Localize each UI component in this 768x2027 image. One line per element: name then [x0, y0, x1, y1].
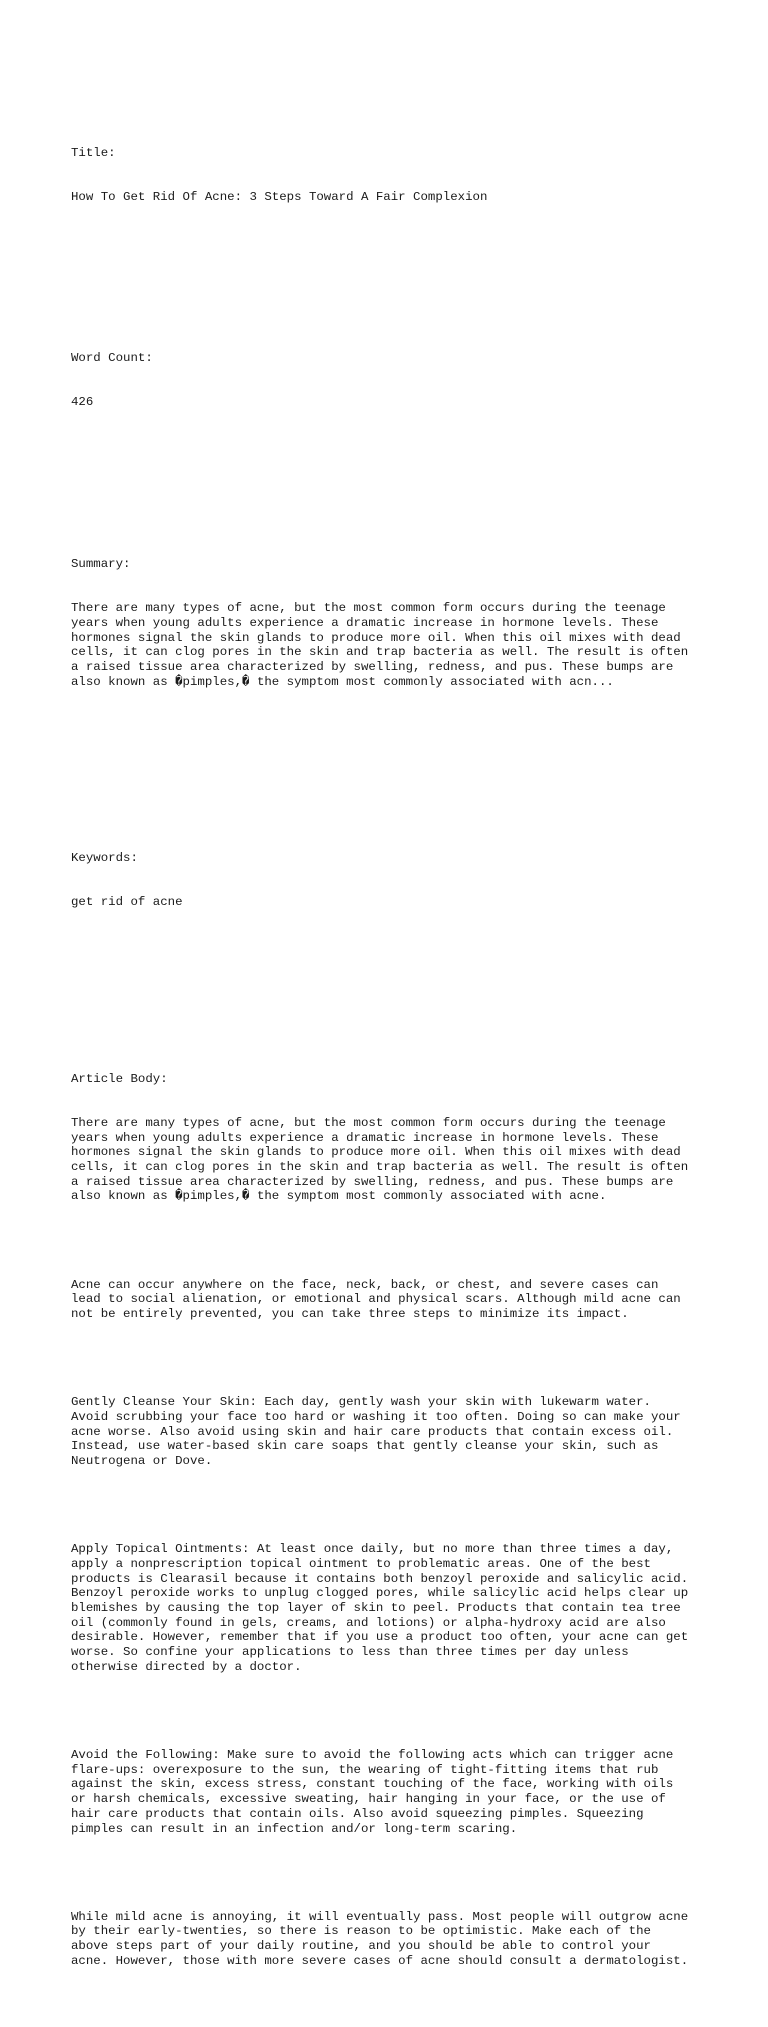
summary-value: There are many types of acne, but the most common form occurs during the teenage years when young adults experience a dramatic increase in hormone levels. These hormones signal the skin glands to produce more oil. When this oil mixes with dead cells, it can clog pores in the skin and trap bacteria as well. The result is often a raised tissue area characterized by swelling, redness, and pus. These bumps are also known as �pimples,� the symptom most commonly associated with acn... [71, 601, 689, 689]
keywords-value: get rid of acne [71, 895, 183, 910]
title-field [71, 116, 711, 234]
article-body-label: Article Body: [71, 1071, 168, 1086]
keywords-label: Keywords: [71, 851, 138, 866]
article-paragraph-6: While mild acne is annoying, it will eventually pass. Most people will outgrow acne by their early-twenties, so there is reason to be optimistic. Make each of the above steps part of your daily routine, and you should be able to control your acne. However, those with more severe cases of acne should consult a dermatologist. [71, 1909, 689, 1968]
keywords-field [71, 822, 711, 940]
article-paragraph-2: Acne can occur anywhere on the face, neck, back, or chest, and severe cases can lead to social alienation, or emotional and physical scars. Although mild acne can not be entirely prevented, you can take three steps to minimize its impact. [71, 1277, 681, 1321]
title-value: How To Get Rid Of Acne: 3 Steps Toward A Fair Complexion [71, 189, 488, 204]
word-count-label: Word Count: [71, 351, 153, 366]
word-count-field [71, 322, 711, 440]
word-count-value: 426 [71, 395, 94, 410]
article-paragraph-1: There are many types of acne, but the most common form occurs during the teenage years when young adults experience a dramatic increase in hormone levels. These hormones signal the skin glands to produce more oil. When this oil mixes with dead cells, it can clog pores in the skin and trap bacteria as well. The result is often a raised tissue area characterized by swelling, redness, and pus. These bumps are also known as �pimples,� the symptom most commonly associated with acne. [71, 1115, 689, 1204]
title-label: Title: [71, 145, 116, 160]
article-paragraph-3: Gently Cleanse Your Skin: Each day, gently wash your skin with lukewarm water. Avoid scrubbing your face too hard or washing it too often. Doing so can make your acne worse. Also avoid using skin and hair care products that contain excess oil. Instead, use water-based skin care soaps that gently cleanse your skin, such as Neutrogena or Dove. [71, 1395, 681, 1468]
article-paragraph-5: Avoid the Following: Make sure to avoid the following acts which can trigger acne flare-ups: overexposure to the sun, the wearing of tight-fitting items that rub against the skin, excess stress, constant touching of the face, working with oils or harsh chemicals, excessive sweating, hair hanging in your face, or the use of hair care products that contain oils. Also avoid squeezing pimples. Squeezing pimples can result in an infection and/or long-term scaring. [71, 1748, 674, 1836]
summary-label: Summary: [71, 557, 131, 572]
summary-field [71, 528, 711, 719]
article-body [71, 1042, 711, 1998]
article-paragraph-4: Apply Topical Ointments: At least once daily, but no more than three times a day, apply a nonprescription topical ointment to problematic areas. One of the best products is Clearasil because it contains both benzoyl peroxide and salicylic acid. Benzoyl peroxide works to unplug clogged pores, while salicylic acid helps clear up blemishes by causing the top layer of skin to peel. Products that contain tea tree oil (commonly found in gels, creams, and lotions) or alpha-hydroxy acid are also desirable. However, remember that if you use a product too often, your acne can get worse. So confine your applications to less than three times per day unless otherwise directed by a doctor. [71, 1542, 689, 1674]
document-page [71, 72, 711, 2027]
